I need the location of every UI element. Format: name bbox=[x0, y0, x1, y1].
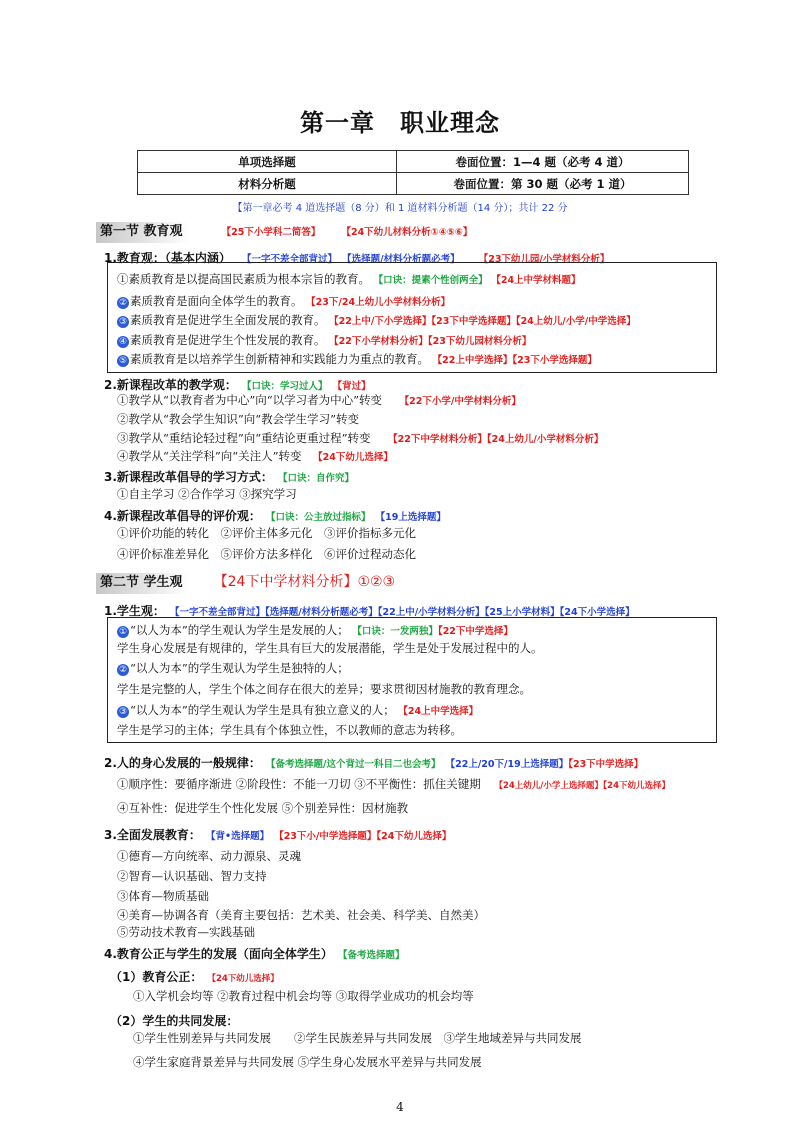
list-item: ④学生家庭背景差异与共同发展 ⑤学生身心发展水平差异与共同发展 bbox=[133, 1055, 482, 1069]
page-number: 4 bbox=[396, 1100, 404, 1114]
section-2-header bbox=[96, 571, 395, 591]
list-item: ④互补性：促进学生个性化发展 ⑤个别差异性：因材施教 bbox=[117, 801, 409, 815]
list-item: ④美育—协调各育（美育主要包括：艺术美、社会美、科学美、自然美） bbox=[117, 908, 485, 922]
section-heading: 第二节 学生观 bbox=[96, 573, 189, 594]
table-row bbox=[138, 151, 689, 173]
exam-tag: 【23下幼儿园/小学材料分析】 bbox=[478, 254, 610, 265]
list-item: ①学生性别差异与共同发展 ②学生民族差异与共同发展 ③学生地域差异与共同发展 bbox=[133, 1031, 582, 1045]
list-item: ②教学从“教会学生知识”向“教会学生学习”转变 bbox=[117, 412, 360, 426]
list-item: ③体育—物质基础 bbox=[117, 889, 209, 903]
list-item: ①教学从“以教育者为中心”向“以学习者为中心”转变 【22下小学/中学材料分析】 bbox=[117, 393, 521, 407]
list-item: ③ “以人为本”的学生观认为学生是具有独立意义的人； 【24上中学选择】 bbox=[118, 703, 479, 717]
s2-q2-header: 2.人的身心发展的一般规律： 【备考选择题/这个背过一科目二也会考】 【22上/20下/19上选择题】【23下中学选择】 bbox=[104, 756, 644, 770]
list-item: ③ 素质教育是促进学生全面发展的教育。 【22上中/下小学选择】【23下中学选择题】【24上幼儿/小学/中学选择】 bbox=[118, 313, 636, 327]
list-item: ③教学从“重结论轻过程”向“重结论更重过程”转变 【22下中学材料分析】【24上幼儿/小学材料分析】 bbox=[117, 431, 604, 445]
list-item: ①顺序性：要循序渐进 ②阶段性：不能一刀切 ③不平衡性：抓住关键期 【24上幼儿/小学上选择题】【24下幼儿选择】 bbox=[117, 777, 670, 791]
list-item: ④教学从“关注学科”向“关注人”转变 【24下幼儿选择】 bbox=[117, 449, 393, 463]
list-item: ④ 素质教育是促进学生个性发展的教育。 【22下小学材料分析】【23下幼儿园材料分析】 bbox=[118, 333, 532, 347]
exam-tag: 【24下中学材料分析】①②③ bbox=[213, 574, 396, 590]
list-item: ①自主学习 ②合作学习 ③探究学习 bbox=[117, 487, 297, 501]
table-cell: 材料分析题 bbox=[138, 173, 397, 195]
list-item: ①评价功能的转化 ②评价主体多元化 ③评价指标多元化 bbox=[117, 526, 416, 540]
s1-q4-header: 4.新课程改革倡导的评价观： 【口诀：公主放过指标】 【19上选择题】 bbox=[104, 509, 446, 523]
table-cell: 卷面位置：1—4 题（必考 4 道） bbox=[396, 151, 688, 173]
s1-q3-header: 3.新课程改革倡导的学习方式： 【口诀：自作究】 bbox=[104, 470, 355, 484]
list-item: ①素质教育是以提高国民素质为根本宗旨的教育。 【口诀：提素个性创两全】 【24上中学材料题】 bbox=[117, 272, 581, 286]
list-item: ⑤ 素质教育是以培养学生创新精神和实践能力为重点的教育。 【22上中学选择】【23下小学选择题】 bbox=[118, 352, 597, 366]
s1-q2-header: 2.新课程改革的教学观： 【口诀：学习过人】 【背过】 bbox=[104, 378, 371, 392]
list-item: ②智育—认识基础、智力支持 bbox=[117, 869, 267, 883]
list-item: ① “以人为本”的学生观认为学生是发展的人； 【口诀：一发两独】【22下中学选择】 bbox=[118, 623, 513, 637]
exam-tag: 【24下幼儿材料分析①④⑤⑥】 bbox=[341, 227, 473, 238]
list-item: 学生是学习的主体；学生具有个体独立性，不以教师的意志为转移。 bbox=[117, 723, 462, 737]
table-cell: 卷面位置：第 30 题（必考 1 道） bbox=[396, 173, 688, 195]
table-cell: 单项选择题 bbox=[138, 151, 397, 173]
sub-heading: （1）教育公正： 【24下幼儿选择】 bbox=[110, 970, 279, 984]
list-item: ④评价标准差异化 ⑤评价方法多样化 ⑥评价过程动态化 bbox=[117, 547, 416, 561]
list-item: ② “以人为本”的学生观认为学生是独特的人； bbox=[118, 661, 349, 675]
table-row bbox=[138, 173, 689, 195]
list-item: ② 素质教育是面向全体学生的教育。 【23下/24上幼儿小学材料分析】 bbox=[118, 294, 451, 308]
list-item: ①入学机会均等 ②教育过程中机会均等 ③取得学业成功的机会均等 bbox=[133, 989, 474, 1003]
s2-q4-header: 4.教育公正与学生的发展（面向全体学生） 【备考选择题】 bbox=[104, 947, 405, 961]
exam-tag: 【一字不差全部背过】 bbox=[242, 254, 338, 265]
list-item: 学生身心发展是有规律的，学生具有巨大的发展潜能，学生是处于发展过程中的人。 bbox=[117, 641, 543, 655]
exam-tag: 【选择题/材料分析题必考】 bbox=[342, 254, 460, 265]
s2-q1-header: 1.学生观： 【一字不差全部背过】【选择题/材料分析题必考】【22上中/小学材料分析】【25上小学材料】【24下小学选择】 bbox=[104, 604, 635, 618]
list-item: ⑤劳动技术教育—实践基础 bbox=[117, 925, 255, 939]
question-heading: 1.教育观：（基本内涵） bbox=[104, 251, 231, 265]
exam-tag: 【25下小学科二简答】 bbox=[221, 227, 321, 238]
page-title: 第一章 职业理念 bbox=[300, 109, 500, 137]
list-item: ①德育—方向统率、动力源泉、灵魂 bbox=[117, 849, 301, 863]
section-heading: 第一节 教育观 bbox=[96, 222, 189, 243]
sub-heading: （2）学生的共同发展： bbox=[110, 1014, 239, 1028]
list-item: 学生是完整的人，学生个体之间存在很大的差异；要求贯彻因材施教的教育理念。 bbox=[117, 682, 531, 696]
section-1-header bbox=[96, 220, 472, 239]
question-position-table bbox=[137, 150, 689, 195]
s2-q3-header: 3.全面发展教育： 【背•选择题】 【23下小/中学选择题】【24下幼儿选择】 bbox=[104, 828, 452, 842]
score-summary: 【第一章必考 4 道选择题（8 分）和 1 道材料分析题（14 分）；共计 22 分 bbox=[232, 203, 568, 214]
